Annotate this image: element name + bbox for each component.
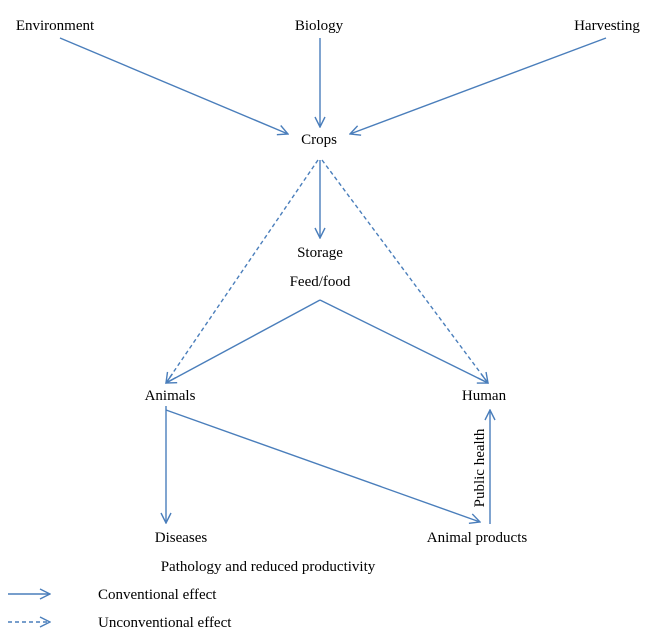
legend [8,587,232,631]
legend-unconventional-label: Unconventional effect [98,615,232,631]
arrow-environment-to-crops [60,38,288,134]
arrow-feed-to-human [320,300,488,383]
dashed-arrow-crops-to-human [322,160,488,383]
node-harvesting: Harvesting [574,18,640,34]
node-animal-products: Animal products [426,530,528,546]
node-feed-food: Feed/food [289,274,351,290]
legend-conventional-label: Conventional effect [98,587,217,603]
edge-label-public-health: Public health [472,428,488,508]
node-environment: Environment [15,18,95,34]
node-biology: Biology [294,18,344,34]
node-crops: Crops [301,132,337,148]
arrow-harvesting-to-crops [350,38,606,134]
node-animals: Animals [144,388,196,404]
arrow-animals-to-animal-products [166,410,480,522]
dashed-arrow-crops-to-animals [166,160,318,383]
node-storage: Storage [297,245,343,261]
node-diseases: Diseases [154,530,208,546]
pathology-caption: Pathology and reduced productivity [160,559,376,575]
node-human: Human [461,388,507,404]
arrow-feed-to-animals [166,300,320,383]
